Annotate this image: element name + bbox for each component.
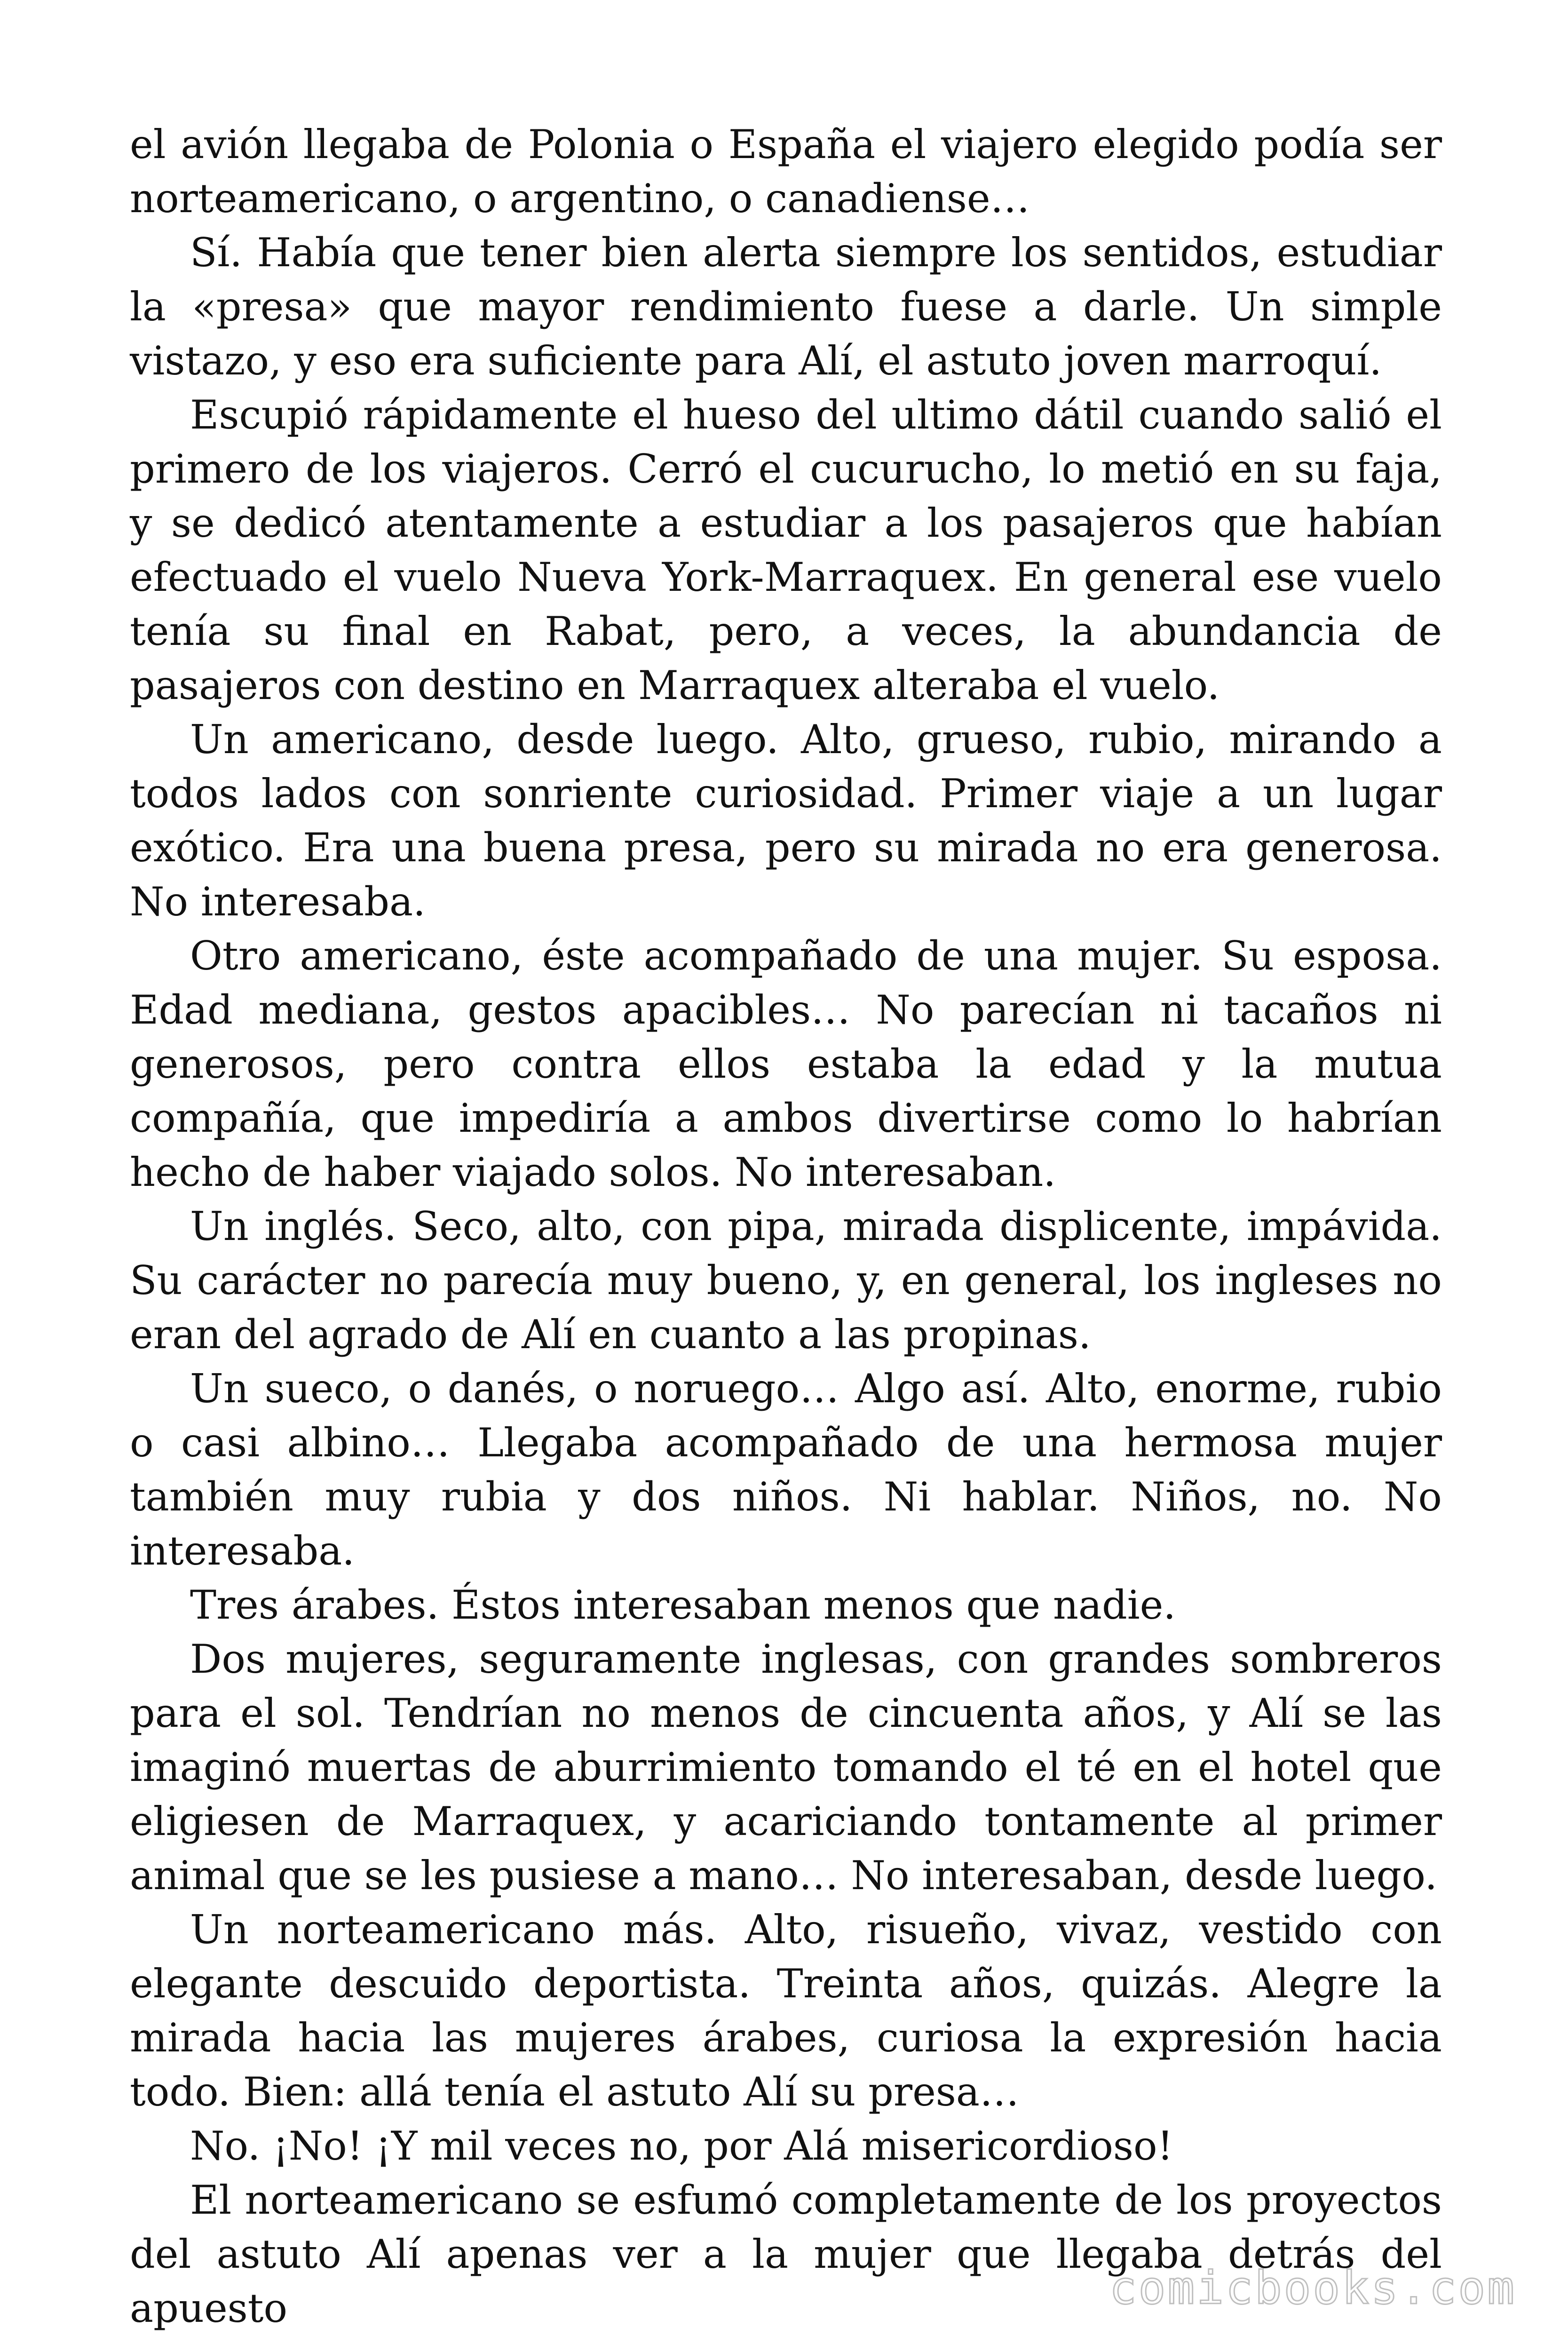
paragraph: Un americano, desde luego. Alto, grueso, rubio, mirando a todos lados con sonriente curiosidad. Primer viaje a un lugar exótico. Era una buena presa, pero su mirada no era generosa. No interesaba. [130,716,1442,925]
paragraph: Otro americano, éste acompañado de una mujer. Su esposa. Edad mediana, gestos apacibles… No parecían ni tacaños ni generosos, pero contra ellos estaba la edad y la mutua compañía, que impediría a ambos divertirse como lo habrían hecho de haber viajado solos. No interesaban. [130,933,1442,1195]
paragraph-continued: el avión llegaba de Polonia o España el viajero elegido podía ser norteamericano, o argentino, o canadiense… [130,121,1442,222]
paragraph: Un inglés. Seco, alto, con pipa, mirada displicente, impávida. Su carácter no parecía muy bueno, y, en general, los ingleses no eran del agrado de Alí en cuanto a las propinas. [130,1203,1442,1358]
paragraph: Tres árabes. Éstos interesaban menos que nadie. [190,1582,1176,1628]
paragraph: Escupió rápidamente el hueso del ultimo dátil cuando salió el primero de los viajeros. Cerró el cucurucho, lo metió en su faja, y se dedicó atentamente a estudiar a los pasajeros que habían efectuado el vuelo Nueva York-Marraquex. En general ese vuelo tenía su final en Rabat, pero, a veces, la abundancia de pasajeros con destino en Marraquex alteraba el vuelo. [130,392,1442,708]
paragraph: No. ¡No! ¡Y mil veces no, por Alá misericordioso! [190,2123,1173,2169]
watermark-logo: comicbooks.com [1109,2262,1516,2314]
book-page-text [130,118,1442,2336]
paragraph: Un norteamericano más. Alto, risueño, vivaz, vestido con elegante descuido deportista. Treinta años, quizás. Alegre la mirada hacia las mujeres árabes, curiosa la expresión hacia todo. Bien: allá tenía el astuto Alí su presa… [130,1907,1442,2115]
paragraph: Dos mujeres, seguramente inglesas, con grandes sombreros para el sol. Tendrían no menos de cincuenta años, y Alí se las imaginó muertas de aburrimiento tomando el té en el hotel que eligiesen de Marraquex, y acariciando tontamente al primer animal que se les pusiese a mano… No interesaban, desde luego. [130,1636,1442,1899]
paragraph: Sí. Había que tener bien alerta siempre los sentidos, estudiar la «presa» que mayor rendimiento fuese a darle. Un simple vistazo, y eso era suficiente para Alí, el astuto joven marroquí. [130,230,1442,384]
paragraph: El norteamericano se esfumó completamente de los proyectos del astuto Alí apenas ver a la mujer que llegaba detrás del apuesto [130,2177,1442,2331]
paragraph: Un sueco, o danés, o noruego… Algo así. Alto, enorme, rubio o casi albino… Llegaba acompañado de una hermosa mujer también muy rubia y dos niños. Ni hablar. Niños, no. No interesaba. [130,1366,1442,1574]
